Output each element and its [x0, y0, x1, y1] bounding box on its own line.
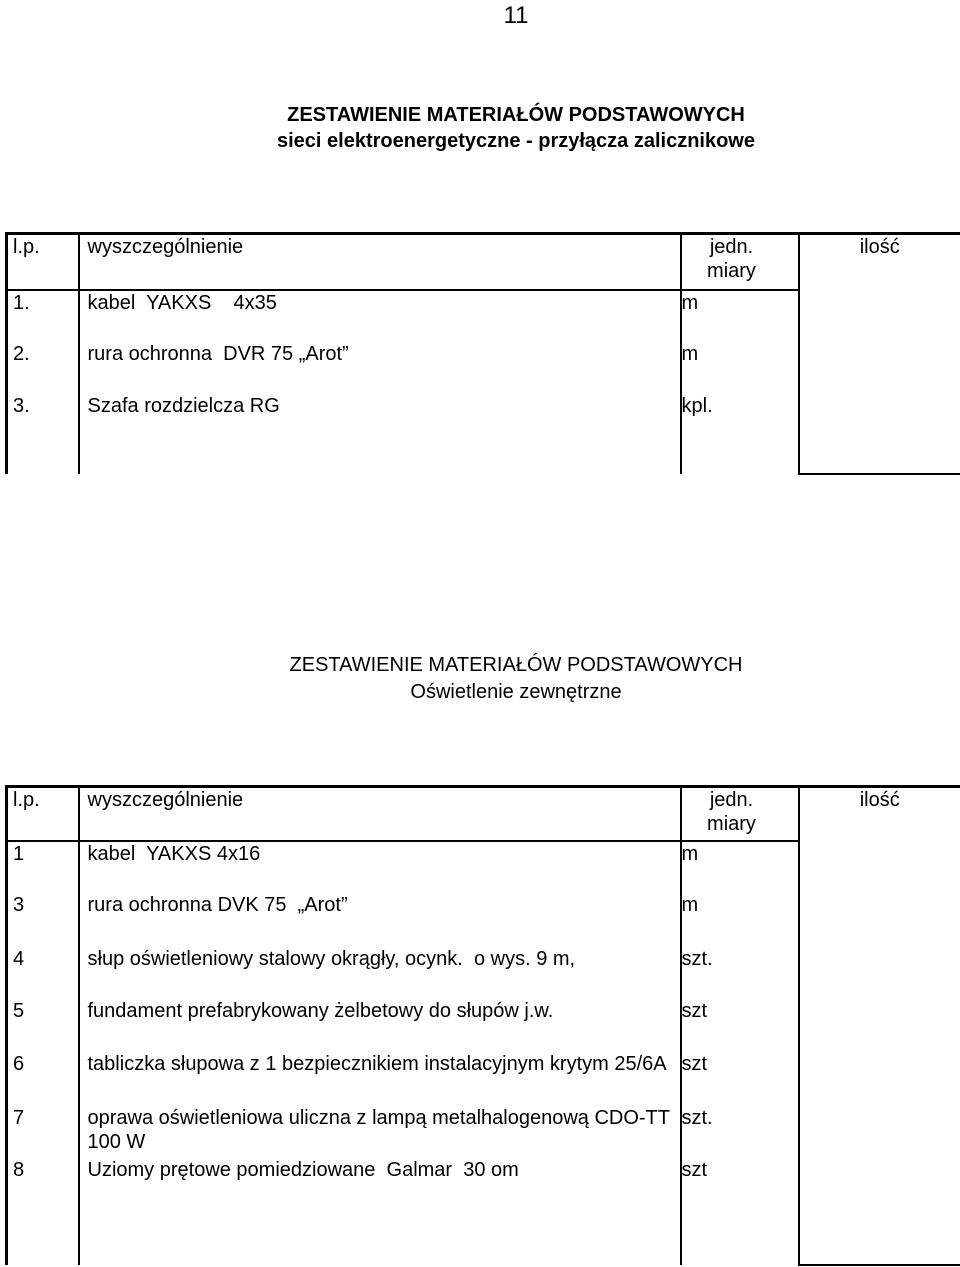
row-desc: Szafa rozdzielcza RG	[79, 394, 681, 474]
row-desc: rura ochronna DVR 75 „Arot”	[79, 342, 681, 394]
header-qty: ilość	[799, 234, 960, 474]
section1-subtitle: sieci elektroenergetyczne - przyłącza zalicznikowe	[277, 130, 755, 152]
row-unit: szt	[681, 1052, 708, 1075]
row-unit: kpl.	[681, 394, 713, 417]
row-lp: 8	[7, 1158, 79, 1265]
row-desc: tabliczka słupowa z 1 bezpiecznikiem instalacyjnym krytym 25/6A	[79, 1052, 681, 1106]
row-lp: 2.	[7, 342, 79, 394]
row-lp: 7	[7, 1106, 79, 1158]
row-unit: szt	[681, 1158, 708, 1181]
row-unit: m	[681, 291, 699, 314]
row-unit: szt.	[681, 947, 713, 970]
header-qty: ilość	[799, 787, 960, 1265]
page-number: 11	[503, 2, 529, 29]
materials-table-2	[5, 785, 960, 1266]
materials-table-1	[5, 232, 960, 475]
section2-subtitle: Oświetlenie zewnętrzne	[410, 681, 622, 703]
row-desc: kabel YAKXS 4x16	[79, 841, 681, 893]
row-lp: 3.	[7, 394, 79, 474]
row-desc: kabel YAKXS 4x35	[79, 290, 681, 342]
header-lp: l.p.	[7, 787, 79, 841]
header-unit: jedn. miary	[681, 234, 799, 290]
row-unit: szt.	[681, 1106, 713, 1129]
row-desc: Uziomy prętowe pomiedziowane Galmar 30 om	[79, 1158, 681, 1265]
row-desc: fundament prefabrykowany żelbetowy do słupów j.w.	[79, 999, 681, 1052]
row-desc: oprawa oświetleniowa uliczna z lampą metalhalogenową CDO-TT 100 W	[79, 1106, 681, 1158]
row-lp: 1.	[7, 290, 79, 342]
row-desc: rura ochronna DVK 75 „Arot”	[79, 893, 681, 947]
row-unit: m	[681, 342, 699, 365]
section2-title: ZESTAWIENIE MATERIAŁÓW PODSTAWOWYCH	[289, 654, 743, 676]
row-unit: m	[681, 842, 699, 865]
row-lp: 4	[7, 947, 79, 999]
row-unit: szt	[681, 999, 708, 1022]
row-lp: 1	[7, 841, 79, 893]
row-lp: 6	[7, 1052, 79, 1106]
row-desc: słup oświetleniowy stalowy okrągły, ocynk. o wys. 9 m,	[79, 947, 681, 999]
row-unit: m	[681, 893, 699, 916]
header-unit: jedn. miary	[681, 787, 799, 841]
row-lp: 3	[7, 893, 79, 947]
header-desc: wyszczególnienie	[79, 787, 681, 841]
row-lp: 5	[7, 999, 79, 1052]
section1-title: ZESTAWIENIE MATERIAŁÓW PODSTAWOWYCH	[287, 104, 745, 126]
header-desc: wyszczególnienie	[79, 234, 681, 290]
header-lp: l.p.	[7, 234, 79, 290]
